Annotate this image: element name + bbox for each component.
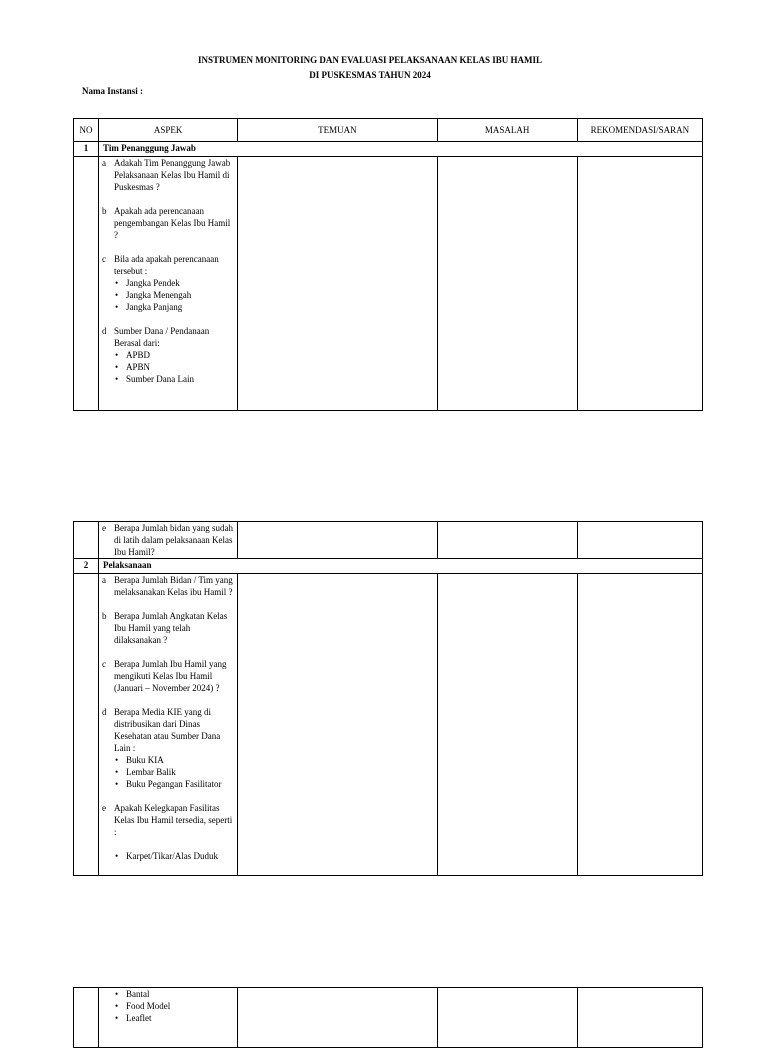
table-row (74, 574, 703, 876)
aspek-cell (99, 522, 238, 559)
list-item: • Jangka Panjang (126, 301, 237, 313)
bullet-list (99, 277, 237, 313)
instansi-label: Nama Instansi : (82, 86, 144, 96)
no-cell (74, 522, 99, 559)
masalah-cell[interactable] (437, 574, 577, 876)
list-item: • Jangka Menengah (126, 289, 237, 301)
rekomendasi-cell[interactable] (577, 574, 702, 876)
aspek-item: c Bila ada apakah perencanaan tersebut : (102, 254, 219, 276)
list-item: • Food Model (126, 1000, 237, 1012)
temuan-cell[interactable] (238, 157, 437, 411)
masalah-cell[interactable] (437, 988, 577, 1048)
aspek-item: e Berapa Jumlah bidan yang sudah di latih dalam pelaksanaan Kelas Ibu Hamil? (102, 523, 233, 557)
aspek-cell (99, 157, 238, 411)
section-row (74, 559, 703, 574)
monev-table-part-2 (73, 521, 703, 876)
header-temuan: TEMUAN (238, 119, 437, 142)
table-header-row (74, 119, 703, 142)
masalah-cell[interactable] (437, 522, 577, 559)
temuan-cell[interactable] (238, 574, 437, 876)
aspek-item: d Sumber Dana / Pendanaan Berasal dari: (102, 326, 210, 348)
monev-table-part-1 (73, 118, 703, 411)
no-cell (74, 157, 99, 411)
section-title: Pelaksanaan (99, 559, 703, 574)
list-item: • APBN (126, 361, 237, 373)
list-item: • APBD (126, 349, 237, 361)
monev-table-part-3 (73, 987, 703, 1048)
aspek-item: b Berapa Jumlah Angkatan Kelas Ibu Hamil yang telah dilaksanakan ? (102, 611, 228, 645)
list-item: • Bantal (126, 988, 237, 1000)
aspek-item: b Apakah ada perencanaan pengembangan Kelas Ibu Hamil ? (102, 206, 231, 240)
aspek-item: e Apakah Kelegkapan Fasilitas Kelas Ibu Hamil tersedia, seperti : (102, 803, 233, 837)
bullet-list (99, 850, 237, 862)
list-item: • Jangka Pendek (126, 277, 237, 289)
rekomendasi-cell[interactable] (577, 157, 702, 411)
section-row (74, 142, 703, 157)
bullet-list (99, 349, 237, 385)
section-number: 1 (74, 142, 99, 157)
header-aspek: ASPEK (99, 119, 238, 142)
rekomendasi-cell[interactable] (577, 522, 702, 559)
list-item: • Buku KIA (126, 754, 237, 766)
table-row (74, 157, 703, 411)
no-cell (74, 574, 99, 876)
document-subtitle: DI PUSKESMAS TAHUN 2024 (309, 70, 431, 80)
header-no: NO (74, 119, 99, 142)
bullet-list (99, 988, 237, 1024)
aspek-item: c Berapa Jumlah Ibu Hamil yang mengikuti Kelas Ibu Hamil (Januari – November 2024) ? (102, 659, 227, 693)
aspek-cell (99, 574, 238, 876)
table-row (74, 988, 703, 1048)
header-rekomendasi: REKOMENDASI/SARAN (577, 119, 702, 142)
section-title: Tim Penanggung Jawab (99, 142, 703, 157)
list-item: • Lembar Balik (126, 766, 237, 778)
aspek-item: a Adakah Tim Penanggung Jawab Pelaksanaan Kelas Ibu Hamil di Puskesmas ? (102, 158, 231, 192)
list-item: • Sumber Dana Lain (126, 373, 237, 385)
list-item: • Karpet/Tikar/Alas Duduk (126, 850, 237, 862)
aspek-item: d Berapa Media KIE yang di distribusikan dari Dinas Kesehatan atau Sumber Dana Lain : (102, 707, 221, 753)
table-row (74, 522, 703, 559)
no-cell (74, 988, 99, 1048)
document-title: INSTRUMEN MONITORING DAN EVALUASI PELAKSANAAN KELAS IBU HAMIL (198, 55, 542, 65)
masalah-cell[interactable] (437, 157, 577, 411)
temuan-cell[interactable] (238, 988, 437, 1048)
bullet-list (99, 754, 237, 790)
list-item: • Leaflet (126, 1012, 237, 1024)
aspek-item: a Berapa Jumlah Bidan / Tim yang melaksanakan Kelas ibu Hamil ? (102, 575, 233, 597)
section-number: 2 (74, 559, 99, 574)
aspek-cell (99, 988, 238, 1048)
list-item: • Buku Pegangan Fasilitator (126, 778, 237, 790)
temuan-cell[interactable] (238, 522, 437, 559)
rekomendasi-cell[interactable] (577, 988, 702, 1048)
header-masalah: MASALAH (437, 119, 577, 142)
